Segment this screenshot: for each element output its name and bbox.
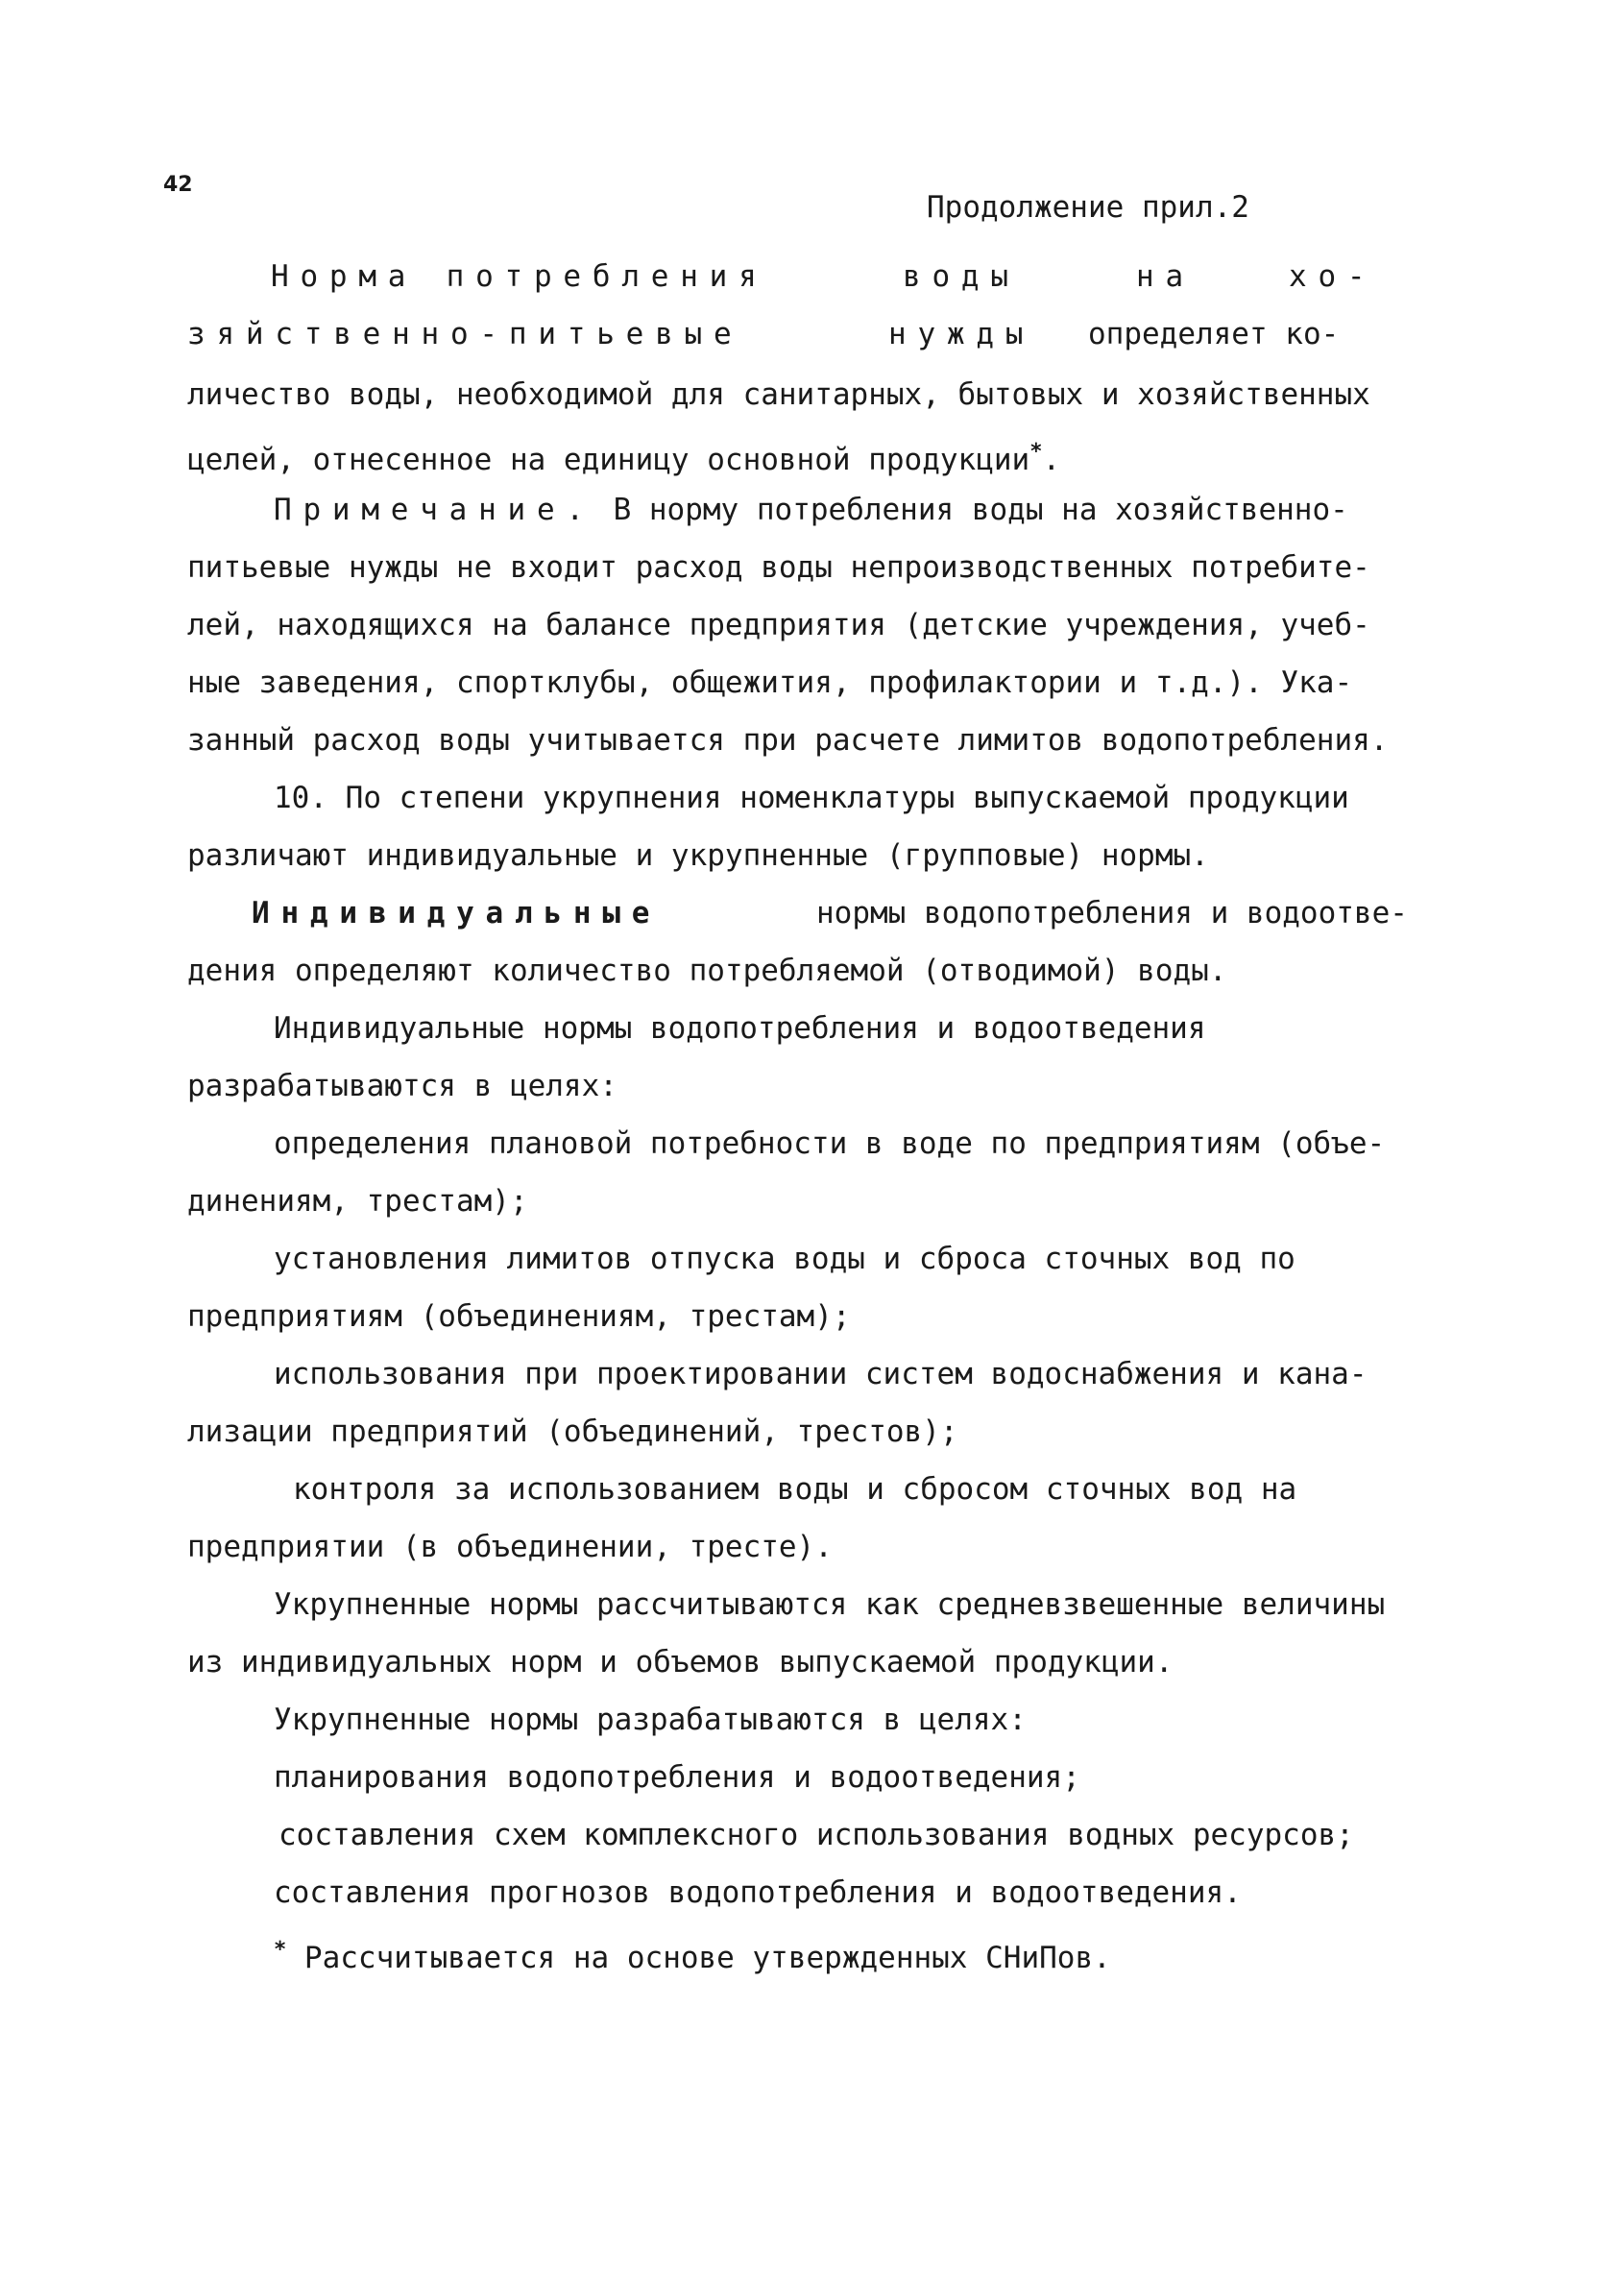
text-line: из индивидуальных норм и объемов выпускаемой продукции. [187, 1645, 1174, 1680]
text-line: составления прогнозов водопотребления и водоотведения. [274, 1875, 1242, 1910]
text-line [252, 894, 661, 932]
spaced-term: на [1136, 259, 1195, 294]
text-fragment: В норму потребления воды на хозяйственно- [613, 493, 1348, 527]
spaced-term: хо- [1289, 259, 1377, 294]
text-line: занный расход воды учитывается при расчете лимитов водопотребления. [187, 723, 1389, 758]
text-line: планирования водопотребления и водоотведения; [274, 1760, 1080, 1795]
text-fragment: . [1042, 443, 1061, 477]
text-line: различают индивидуальные и укрупненные (групповые) нормы. [187, 838, 1209, 873]
footnote-marker: * [274, 1938, 287, 1962]
spaced-term: Индивидуальные [252, 896, 662, 930]
continuation-heading: Продолжение прил.2 [927, 190, 1249, 225]
text-line [903, 257, 1020, 296]
text-line: Укрупненные нормы разрабатываются в целях: [274, 1703, 1027, 1737]
spaced-term: нужды [888, 317, 1035, 351]
spaced-term: зяйственно-питьевые [187, 317, 743, 351]
text-line: определения плановой потребности в воде по предприятиям (объе- [274, 1126, 1386, 1161]
footnote [274, 1931, 1111, 1977]
text-line [271, 257, 768, 296]
text-line: лей, находящихся на балансе предприятия (детские учреждения, учеб- [187, 608, 1370, 642]
note-label: Примечание. [274, 493, 595, 527]
text-line: разрабатываются в целях: [187, 1069, 617, 1103]
text-line: питьевые нужды не входит расход воды непроизводственных потребите- [187, 550, 1370, 585]
text-line: предприятиям (объединениям, трестам); [187, 1299, 851, 1334]
spaced-term: Норма потребления [271, 259, 768, 294]
text-line: определяет ко- [1088, 317, 1340, 351]
text-line: Укрупненные нормы рассчитываются как средневзвешенные величины [274, 1587, 1386, 1622]
text-line: динениям, трестам); [187, 1184, 528, 1219]
text-line: контроля за использованием воды и сбросом сточных вод на [293, 1472, 1297, 1507]
footnote-text: Рассчитывается на основе утвержденных СНиПов. [303, 1941, 1111, 1975]
text-line [274, 491, 1348, 529]
text-line [888, 315, 1034, 353]
text-line [1136, 257, 1195, 296]
text-line: дения определяют количество потребляемой (отводимой) воды. [187, 954, 1227, 988]
text-line: установления лимитов отпуска воды и сброса сточных вод по [274, 1242, 1295, 1276]
text-line: использования при проектировании систем водоснабжения и кана- [274, 1357, 1368, 1391]
text-line: лизации предприятий (объединений, трестов); [187, 1414, 958, 1449]
footnote-marker: * [1029, 440, 1043, 464]
page-number: 42 [163, 173, 193, 197]
text-line: Индивидуальные нормы водопотребления и водоотведения [274, 1011, 1206, 1046]
text-line: предприятии (в объединении, тресте). [187, 1530, 833, 1564]
text-line: составления схем комплексного использования водных ресурсов; [278, 1818, 1354, 1852]
text-line: нормы водопотребления и водоотве- [816, 896, 1408, 930]
text-line: 10. По степени укрупнения номенклатуры выпускаемой продукции [274, 781, 1349, 815]
text-line [1289, 257, 1376, 296]
spaced-term: воды [903, 259, 1020, 294]
text-fragment: целей, отнесенное на единицу основной продукции [187, 443, 1030, 477]
text-line [187, 433, 1060, 479]
text-line [187, 315, 742, 353]
text-line: ные заведения, спортклубы, общежития, профилактории и т.д.). Ука- [187, 665, 1353, 700]
text-line: личество воды, необходимой для санитарных, бытовых и хозяйственных [187, 377, 1370, 412]
